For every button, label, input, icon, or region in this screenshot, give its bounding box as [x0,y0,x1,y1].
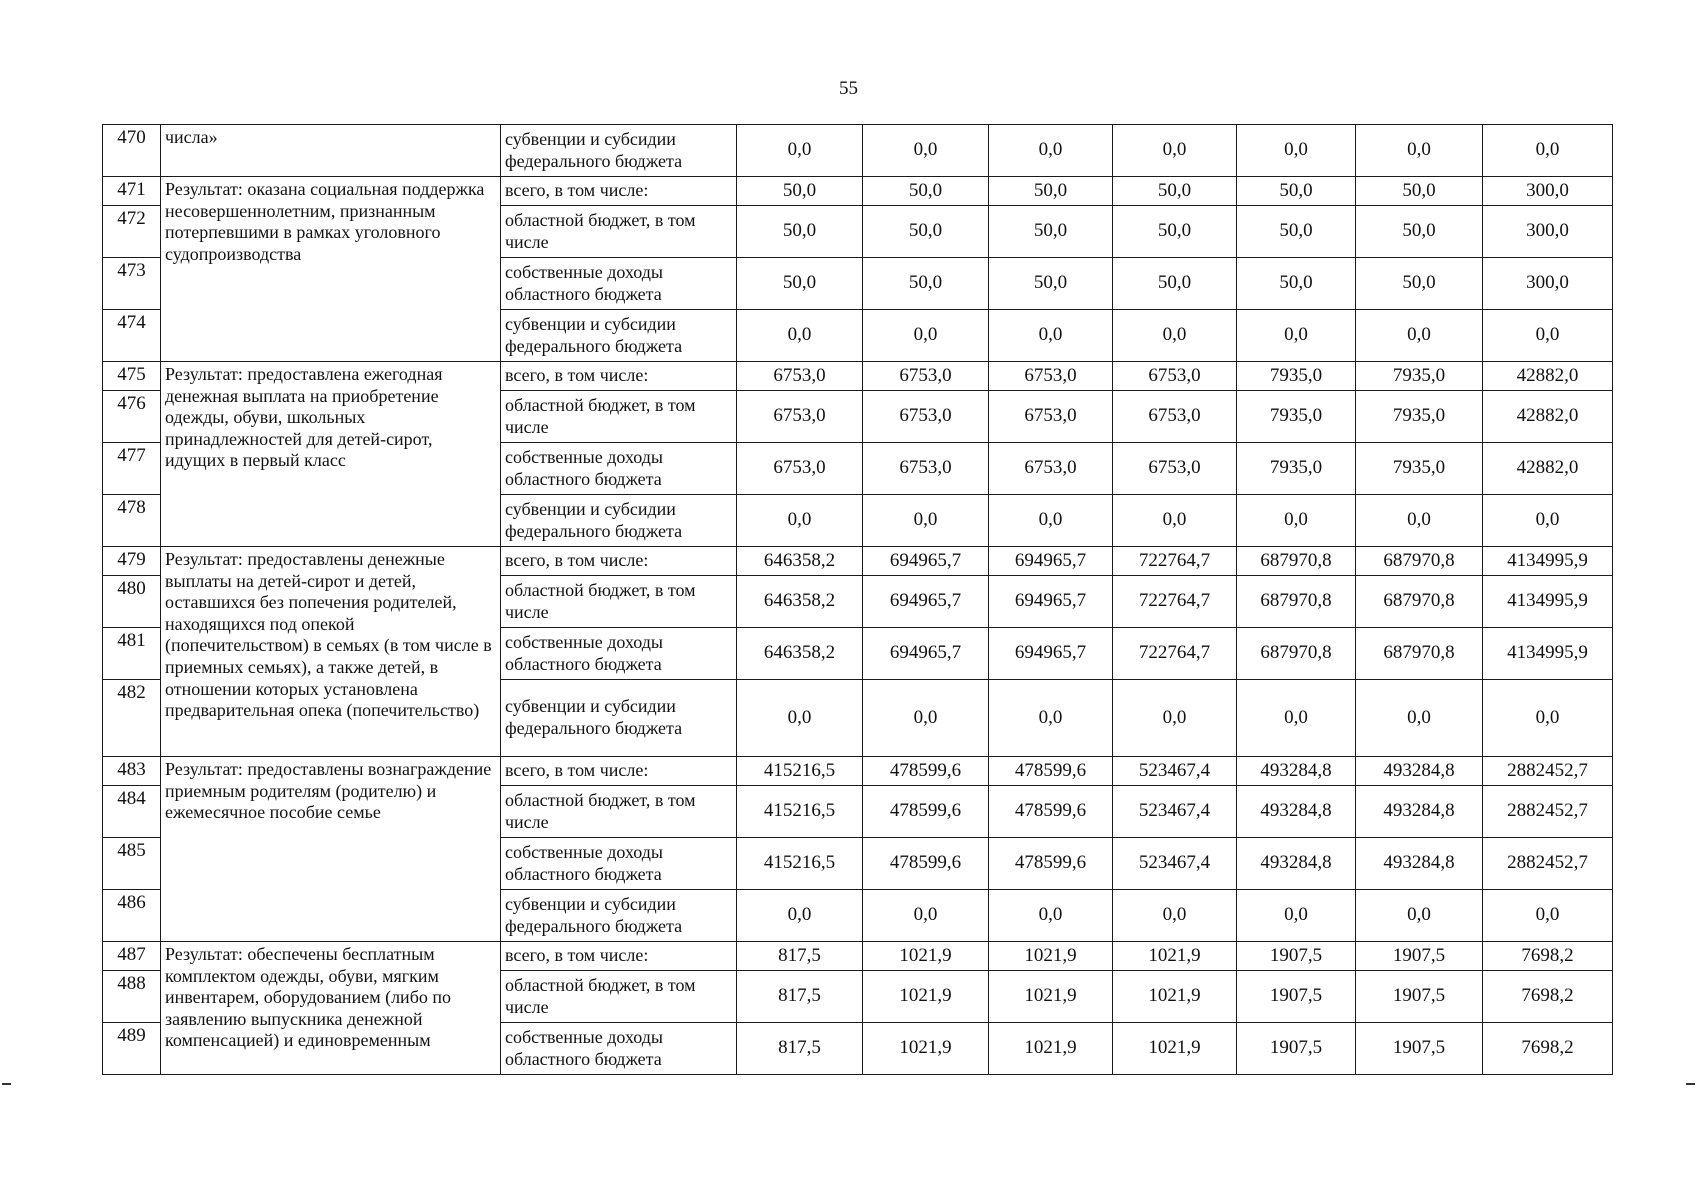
result-description: Результат: оказана социальная поддержка несовершеннолетним, признанным потерпевшими в рамках уголовного судопроизводства [161,177,501,362]
amount-cell: 694965,7 [863,547,989,576]
amount-cell: 50,0 [1356,206,1483,258]
row-number: 485 [103,838,161,890]
amount-cell: 687970,8 [1356,576,1483,628]
amount-cell: 50,0 [1113,258,1237,310]
amount-cell: 7698,2 [1483,1023,1613,1075]
amount-cell: 0,0 [1113,495,1237,547]
amount-cell: 646358,2 [737,547,863,576]
amount-cell: 523467,4 [1113,757,1237,786]
amount-cell: 1907,5 [1237,1023,1356,1075]
row-number: 484 [103,786,161,838]
row-number: 471 [103,177,161,206]
amount-cell: 0,0 [863,495,989,547]
row-number: 489 [103,1023,161,1075]
amount-cell: 478599,6 [863,786,989,838]
amount-cell: 0,0 [1356,125,1483,177]
amount-cell: 6753,0 [1113,443,1237,495]
row-number: 472 [103,206,161,258]
result-description: Результат: обеспечены бесплатным комплектом одежды, обуви, мягким инвентарем, оборудованием (либо по заявлению выпускника денежной компенсацией) и единовременным [161,942,501,1075]
amount-cell: 646358,2 [737,576,863,628]
amount-cell: 0,0 [1113,310,1237,362]
amount-cell: 0,0 [1237,495,1356,547]
funding-source: областной бюджет, в том числе [501,971,737,1023]
amount-cell: 0,0 [1237,310,1356,362]
amount-cell: 478599,6 [989,757,1113,786]
amount-cell: 7935,0 [1356,362,1483,391]
amount-cell: 0,0 [1483,680,1613,757]
funding-source: областной бюджет, в том числе [501,391,737,443]
amount-cell: 50,0 [989,206,1113,258]
amount-cell: 694965,7 [989,628,1113,680]
result-description: Результат: предоставлены вознаграждение приемным родителям (родителю) и ежемесячное пособие семье [161,757,501,942]
row-number: 479 [103,547,161,576]
amount-cell: 6753,0 [1113,362,1237,391]
amount-cell: 1021,9 [989,942,1113,971]
amount-cell: 646358,2 [737,628,863,680]
funding-source: субвенции и субсидии федерального бюджета [501,680,737,757]
row-number: 476 [103,391,161,443]
amount-cell: 4134995,9 [1483,547,1613,576]
amount-cell: 478599,6 [989,838,1113,890]
amount-cell: 50,0 [1356,258,1483,310]
amount-cell: 478599,6 [863,838,989,890]
funding-source: субвенции и субсидии федерального бюджета [501,495,737,547]
row-number: 477 [103,443,161,495]
row-number: 480 [103,576,161,628]
amount-cell: 50,0 [737,206,863,258]
amount-cell: 50,0 [989,258,1113,310]
amount-cell: 722764,7 [1113,547,1237,576]
amount-cell: 0,0 [989,310,1113,362]
amount-cell: 50,0 [1356,177,1483,206]
funding-source: областной бюджет, в том числе [501,576,737,628]
table-row [103,177,1613,206]
amount-cell: 0,0 [989,125,1113,177]
amount-cell: 694965,7 [989,547,1113,576]
amount-cell: 0,0 [1356,890,1483,942]
amount-cell: 1021,9 [1113,971,1237,1023]
table-body [103,125,1613,1075]
amount-cell: 300,0 [1483,177,1613,206]
amount-cell: 0,0 [989,890,1113,942]
result-description: числа» [161,125,501,177]
amount-cell: 0,0 [1237,890,1356,942]
amount-cell: 50,0 [863,206,989,258]
amount-cell: 1907,5 [1237,942,1356,971]
amount-cell: 1907,5 [1237,971,1356,1023]
amount-cell: 6753,0 [989,443,1113,495]
row-number: 478 [103,495,161,547]
amount-cell: 7935,0 [1356,391,1483,443]
table-row [103,942,1613,971]
amount-cell: 6753,0 [989,362,1113,391]
funding-source: всего, в том числе: [501,362,737,391]
amount-cell: 4134995,9 [1483,628,1613,680]
funding-source: собственные доходы областного бюджета [501,443,737,495]
amount-cell: 0,0 [1113,890,1237,942]
row-number: 487 [103,942,161,971]
funding-source: областной бюджет, в том числе [501,206,737,258]
amount-cell: 493284,8 [1237,838,1356,890]
amount-cell: 694965,7 [989,576,1113,628]
funding-source: всего, в том числе: [501,177,737,206]
amount-cell: 6753,0 [1113,391,1237,443]
amount-cell: 0,0 [863,680,989,757]
amount-cell: 42882,0 [1483,362,1613,391]
amount-cell: 1021,9 [1113,1023,1237,1075]
amount-cell: 478599,6 [989,786,1113,838]
amount-cell: 1021,9 [989,1023,1113,1075]
funding-source: областной бюджет, в том числе [501,786,737,838]
amount-cell: 0,0 [737,495,863,547]
amount-cell: 0,0 [1483,890,1613,942]
page-number: 55 [839,78,858,99]
amount-cell: 50,0 [737,177,863,206]
funding-source: субвенции и субсидии федерального бюджета [501,125,737,177]
amount-cell: 1021,9 [989,971,1113,1023]
amount-cell: 0,0 [1237,680,1356,757]
row-number: 473 [103,258,161,310]
amount-cell: 1021,9 [863,1023,989,1075]
amount-cell: 817,5 [737,942,863,971]
amount-cell: 6753,0 [989,391,1113,443]
amount-cell: 7935,0 [1237,362,1356,391]
amount-cell: 0,0 [989,495,1113,547]
funding-source: всего, в том числе: [501,757,737,786]
amount-cell: 0,0 [737,890,863,942]
amount-cell: 0,0 [1356,310,1483,362]
funding-source: субвенции и субсидии федерального бюджета [501,310,737,362]
amount-cell: 6753,0 [863,443,989,495]
result-description: Результат: предоставлена ежегодная денежная выплата на приобретение одежды, обуви, школьных принадлежностей для детей-сирот, идущих в первый класс [161,362,501,547]
row-number: 470 [103,125,161,177]
funding-source: собственные доходы областного бюджета [501,258,737,310]
row-number: 475 [103,362,161,391]
amount-cell: 50,0 [863,258,989,310]
amount-cell: 0,0 [1113,125,1237,177]
amount-cell: 2882452,7 [1483,786,1613,838]
amount-cell: 523467,4 [1113,838,1237,890]
amount-cell: 6753,0 [737,362,863,391]
amount-cell: 7935,0 [1237,443,1356,495]
amount-cell: 694965,7 [863,628,989,680]
amount-cell: 1907,5 [1356,1023,1483,1075]
funding-source: собственные доходы областного бюджета [501,1023,737,1075]
amount-cell: 817,5 [737,971,863,1023]
amount-cell: 7698,2 [1483,971,1613,1023]
amount-cell: 0,0 [863,125,989,177]
amount-cell: 0,0 [863,310,989,362]
amount-cell: 687970,8 [1356,628,1483,680]
amount-cell: 2882452,7 [1483,838,1613,890]
funding-source: собственные доходы областного бюджета [501,628,737,680]
amount-cell: 50,0 [989,177,1113,206]
amount-cell: 50,0 [1113,206,1237,258]
amount-cell: 6753,0 [863,362,989,391]
table-row [103,757,1613,786]
amount-cell: 1907,5 [1356,971,1483,1023]
amount-cell: 493284,8 [1237,786,1356,838]
row-number: 474 [103,310,161,362]
amount-cell: 722764,7 [1113,628,1237,680]
amount-cell: 50,0 [737,258,863,310]
amount-cell: 0,0 [1356,495,1483,547]
amount-cell: 687970,8 [1356,547,1483,576]
result-description: Результат: предоставлены денежные выплаты на детей-сирот и детей, оставшихся без попечения родителей, находящихся под опекой (попечительством) в семьях (в том числе в приемных семьях), а также детей, в отношении которых установлена предварительная опека (попечительство) [161,547,501,757]
amount-cell: 493284,8 [1237,757,1356,786]
right-margin-mark [1686,1083,1695,1085]
funding-source: всего, в том числе: [501,547,737,576]
amount-cell: 50,0 [1237,258,1356,310]
amount-cell: 50,0 [1237,177,1356,206]
table-row [103,547,1613,576]
amount-cell: 0,0 [737,680,863,757]
amount-cell: 415216,5 [737,786,863,838]
budget-table [102,124,1613,1075]
amount-cell: 493284,8 [1356,757,1483,786]
amount-cell: 50,0 [1113,177,1237,206]
amount-cell: 1021,9 [863,971,989,1023]
amount-cell: 415216,5 [737,838,863,890]
amount-cell: 493284,8 [1356,838,1483,890]
amount-cell: 493284,8 [1356,786,1483,838]
amount-cell: 817,5 [737,1023,863,1075]
amount-cell: 6753,0 [863,391,989,443]
amount-cell: 415216,5 [737,757,863,786]
amount-cell: 687970,8 [1237,547,1356,576]
amount-cell: 7935,0 [1237,391,1356,443]
row-number: 488 [103,971,161,1023]
amount-cell: 0,0 [737,310,863,362]
amount-cell: 1021,9 [1113,942,1237,971]
amount-cell: 694965,7 [863,576,989,628]
amount-cell: 42882,0 [1483,443,1613,495]
amount-cell: 4134995,9 [1483,576,1613,628]
amount-cell: 0,0 [1483,495,1613,547]
amount-cell: 687970,8 [1237,628,1356,680]
funding-source: всего, в том числе: [501,942,737,971]
amount-cell: 523467,4 [1113,786,1237,838]
amount-cell: 0,0 [1356,680,1483,757]
amount-cell: 0,0 [737,125,863,177]
row-number: 483 [103,757,161,786]
amount-cell: 7698,2 [1483,942,1613,971]
amount-cell: 7935,0 [1356,443,1483,495]
amount-cell: 722764,7 [1113,576,1237,628]
row-number: 486 [103,890,161,942]
table-row [103,125,1613,177]
row-number: 481 [103,628,161,680]
amount-cell: 1907,5 [1356,942,1483,971]
funding-source: собственные доходы областного бюджета [501,838,737,890]
funding-source: субвенции и субсидии федерального бюджета [501,890,737,942]
table-row [103,362,1613,391]
row-number: 482 [103,680,161,757]
left-margin-mark [2,1083,11,1085]
amount-cell: 50,0 [863,177,989,206]
amount-cell: 0,0 [863,890,989,942]
amount-cell: 300,0 [1483,206,1613,258]
amount-cell: 42882,0 [1483,391,1613,443]
amount-cell: 6753,0 [737,391,863,443]
amount-cell: 0,0 [1237,125,1356,177]
amount-cell: 0,0 [1483,125,1613,177]
amount-cell: 0,0 [1483,310,1613,362]
amount-cell: 0,0 [1113,680,1237,757]
amount-cell: 687970,8 [1237,576,1356,628]
amount-cell: 6753,0 [737,443,863,495]
amount-cell: 0,0 [989,680,1113,757]
amount-cell: 300,0 [1483,258,1613,310]
amount-cell: 2882452,7 [1483,757,1613,786]
amount-cell: 478599,6 [863,757,989,786]
amount-cell: 1021,9 [863,942,989,971]
amount-cell: 50,0 [1237,206,1356,258]
